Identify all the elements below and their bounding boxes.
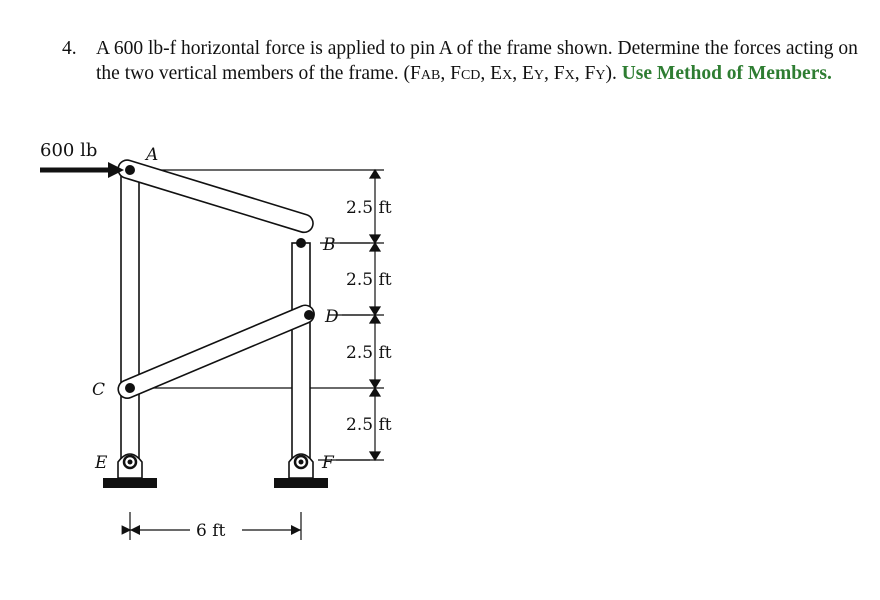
vertical-member-bf: [292, 243, 310, 460]
width-arrow-right: [291, 525, 301, 535]
label-e: E: [95, 453, 108, 473]
support-f: [274, 454, 328, 488]
problem-number: 4.: [62, 38, 77, 59]
dimension-label-4: 2.5 ft: [346, 415, 392, 435]
method-highlight: Use Method of Members.: [621, 63, 832, 84]
pin-d: [304, 310, 314, 320]
label-d: D: [325, 307, 339, 327]
pin-a: [125, 165, 135, 175]
label-b: B: [323, 235, 336, 255]
pin-c: [125, 383, 135, 393]
label-f: F: [322, 453, 334, 473]
label-a: A: [146, 145, 159, 165]
label-c: C: [92, 380, 106, 400]
dimension-label-2: 2.5 ft: [346, 270, 392, 290]
vertical-member-ae: [121, 170, 139, 460]
pin-b: [296, 238, 306, 248]
member-cd: [115, 302, 316, 400]
dimension-label-3: 2.5 ft: [346, 343, 392, 363]
width-arrow-left: [130, 525, 140, 535]
support-e: [103, 454, 157, 488]
dimension-label-1: 2.5 ft: [346, 198, 392, 218]
problem-text: A 600 lb-f horizontal force is applied to pin A of the frame shown. Determine the forces acting on the two vertical members of the frame. (FAB, FCD, EX, EY, FX, FY). Use Method of Members.: [96, 38, 858, 84]
width-label: 6 ft: [196, 521, 226, 541]
load-label: 600 lb: [40, 140, 98, 161]
member-ab: [116, 158, 315, 235]
